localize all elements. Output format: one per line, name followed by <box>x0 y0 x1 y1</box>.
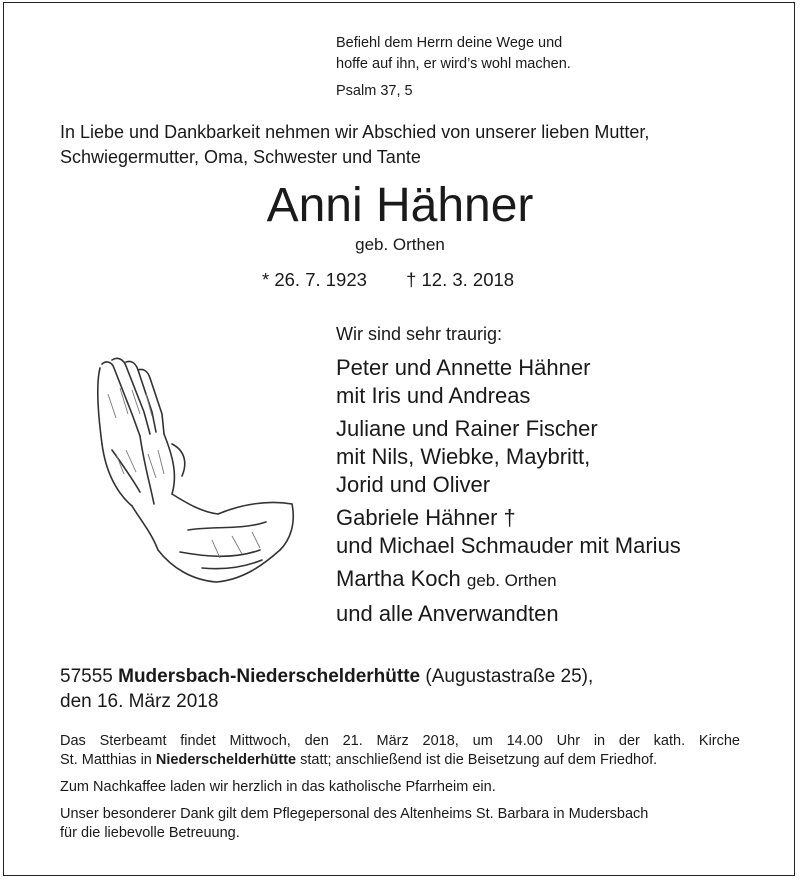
death-date: † 12. 3. 2018 <box>406 269 515 290</box>
mourner-line: und alle Anverwandten <box>336 601 559 626</box>
funeral-mass-info <box>60 732 740 770</box>
funeral-line-2b: statt; anschließend ist die Beisetzung auf dem Friedhof. <box>300 752 658 768</box>
thanks-line-2: für die liebevolle Betreuung. <box>60 825 240 841</box>
mourner-line: und Michael Schmauder mit Marius <box>336 533 681 558</box>
mourner-group <box>336 600 681 628</box>
mourner-line: mit Nils, Wiebke, Maybritt, <box>336 444 591 469</box>
birth-name: geb. Orthen <box>355 235 445 254</box>
thanks-line-1: Unser besonderer Dank gilt dem Pflegepersonal des Altenheims St. Barbara in Mudersbach <box>60 806 649 822</box>
mourner-group <box>336 415 681 499</box>
zip-code: 57555 <box>60 666 113 687</box>
mourner-line: Peter und Annette Hähner <box>336 355 591 380</box>
mourner-name: Martha Koch <box>336 566 461 591</box>
mourner-group <box>336 354 681 410</box>
mourners-heading: Wir sind sehr traurig: <box>336 324 503 344</box>
intro-line-2: Schwiegermutter, Oma, Schwester und Tante <box>60 147 421 167</box>
town-name: Mudersbach-Niederschelderhütte <box>118 666 421 687</box>
intro-line-1: In Liebe und Dankbarkeit nehmen wir Abschied von unserer lieben Mutter, <box>60 122 650 142</box>
verse-line-2: hoffe auf ihn, er wird’s wohl machen. <box>336 56 571 72</box>
intro-text <box>60 120 649 170</box>
funeral-line-1: Das Sterbeamt findet Mittwoch, den 21. März 2018, um 14.00 Uhr in der kath. Kirche <box>60 733 740 749</box>
funeral-line-2a: St. Matthias in <box>60 752 152 768</box>
mourner-line: mit Iris und Andreas <box>336 383 531 408</box>
verse-reference: Psalm 37, 5 <box>336 83 413 99</box>
mourners-list <box>336 322 681 633</box>
funeral-location: Niederschelderhütte <box>155 752 297 768</box>
mourner-line: Juliane und Rainer Fischer <box>336 416 598 441</box>
mourner-born-name: geb. Orthen <box>466 571 557 590</box>
thanks-note <box>60 805 740 843</box>
coffee-invitation: Zum Nachkaffee laden wir herzlich in das katholische Pfarrheim ein. <box>60 779 496 795</box>
mourner-line: Jorid und Oliver <box>336 472 491 497</box>
mourner-line: Gabriele Hähner † <box>336 505 516 530</box>
mourner-group <box>336 565 681 595</box>
mourner-group <box>336 504 681 560</box>
notice-date: den 16. März 2018 <box>60 691 219 712</box>
place-and-date <box>60 664 593 714</box>
bible-verse <box>336 33 571 102</box>
verse-line-1: Befiehl dem Herrn deine Wege und <box>336 35 563 51</box>
life-dates <box>262 269 514 291</box>
deceased-name: Anni Hähner <box>266 179 534 232</box>
street-address: (Augustastraße 25), <box>425 666 594 687</box>
praying-hands-icon <box>92 354 300 586</box>
birth-date: * 26. 7. 1923 <box>262 269 367 290</box>
